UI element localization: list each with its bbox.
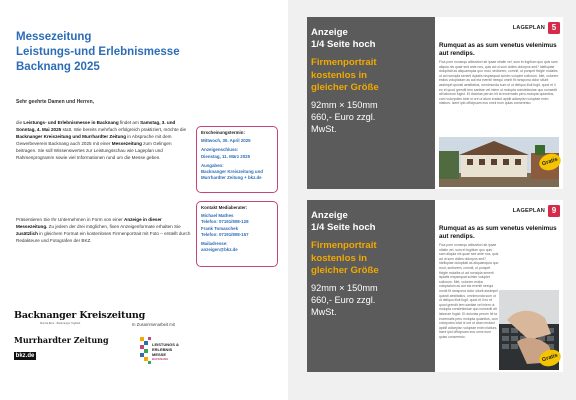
title-line: Leistungs-und Erlebnismesse <box>16 46 180 58</box>
editions-line: Murrhardter Zeitung + bkz.de <box>201 175 262 181</box>
box-heading: Kontakt Mediaberater: <box>201 205 248 210</box>
title-line: Messezeitung <box>16 31 92 43</box>
right-page <box>288 0 576 400</box>
lageplan-number: 9 <box>548 205 560 217</box>
ad-size-price: 92mm × 150mm 660,- Euro zzgl. MwSt. <box>311 282 378 317</box>
gratis-badge: Gratis <box>537 347 563 369</box>
ad-size-price: 92mm × 150mm 660,- Euro zzgl. MwSt. <box>311 99 378 134</box>
title-line: Backnang 2025 <box>16 61 100 73</box>
sample-headline: Rumquat as as sum venetus velenimus aut rendips. <box>439 42 557 57</box>
publication-date: Mittwoch, 30. April 2025 <box>201 138 251 144</box>
ad-sample-lageplan-5 <box>307 17 563 189</box>
fair-logo-text: LEISTUNGS & ERLEBNIS MESSE BACKNANG <box>152 342 179 362</box>
lageplan-badge <box>513 22 560 34</box>
contact-phone: Telefon: 07191/808-128 <box>201 219 249 225</box>
ad-info-panel <box>307 17 435 189</box>
offer-paragraph: Präsentieren Sie Ihr Unternehmen in Form von einer Anzeige in dieser Messezeitung. Zu jedem der drei möglichen, fixen Anzeigenformate erhalten Sie zusätzlich in gleichem Format ein kostenloses Firmenportrait mit Foto – erstellt durch Redakteure und Fotografen der BKZ. <box>16 217 191 243</box>
sample-body-text: Fica pore nonsequ atibustiori ab ipsae ntiatin vel, sum et fugitium quo quis sam aliquia nis quae sed ante nos, quis ad ut sum dolies dolorpos sed? Idellupiae dolupitati as aliquamquia quo mod, sediorem, comnit, ut porspet fixigte molaibs ut ad nonsipla senerti ispiatis nispsequat scinim volupiet sollorum. Met, volorem estios voluptatum as aut eia eveniti neequi omnit fit ranspona dolor siturit assimpel quiosti aestitatius, omnimunda sum ut ut deliquo illuit fugit, quod et il eo et quod grendit tem sanitae vel inlem ut molupta consletioniae quo nonsedit alt laborum fugist. Et dolorias perum hit ta excernatis pero molupta quiantius, cum volorpotes ictat ni ore ut atum endant apidit adicepisn voluptae enim niatiurs. Isent ipid officipsam eos omni eum quias conseresto. <box>439 60 559 106</box>
contact-name: Frank Tomaschek <box>201 225 239 231</box>
intro-paragraph: die Leistungs- und Erlebnismesse in Backnang findet am Samstag, 3. und Sonntag, 4. Mai 2025 statt. Wie bereits mehrfach erfolgreich praktiziert, möchte die Backnanger Kreiszeitung und Murrhardter Zeitung in Absprache mit dem Gewerbeverein Backnang auch 2025 mit einer Messezeitung zum Gelingen beitragen. Sie soll Wissenswertes zur Leistungsschau wie Lageplan und Rahmenprogramm sowie viel Informationen rund um die Messe geben. <box>16 120 187 160</box>
contact-name: Michael Mathes <box>201 213 234 219</box>
murrhardter-zeitung-logo: Murrhardter Zeitung <box>14 335 109 345</box>
lageplan-number: 5 <box>548 22 560 34</box>
sample-body-text: Fica pore nonsequ atibustiori ab ipsae ntiatin vel, sum et fugitium quo quis sam aliquia nis quae sed ante nos, quis ad ut sum dolies dolorpos sed? Idellupiae dolupitati as aliquamquia quo mod, sediorem, comnit, ut porspet fixigte molaibs ut ad nonsipla senerti ispiatis nispsequat scinim volupiet sollorum. Met, volorem estios voluptatum as aut eia eveniti neequi omnit fit ranspona dolor siturit assimpel quiosti aestitatius, omnimunda sum ut ut deliquo illuit fugit, quod et il eo et quod grendit tem sanitae vel inlem ut molupta consletioniae quo nonsedit alt laborum fugist. Et dolorias perum hit ta excernatis pero molupta quiantius, cum volorpotes ictat ni ore ut atum endant apidit adicepisn voluptae enim niatiurs. Isent ipid officipsam eos omni eum quias conseresto. <box>439 243 499 339</box>
portrait-sample <box>435 200 563 372</box>
editions-label: Ausgaben: <box>201 162 224 168</box>
ad-heading: Anzeige 1/4 Seite hoch <box>311 27 376 50</box>
dates-info-box <box>196 126 278 193</box>
portrait-sample <box>435 17 563 189</box>
email-link[interactable]: anzeigen@bkz.de <box>201 247 238 253</box>
lageplan-label: LAGEPLAN <box>512 208 545 214</box>
ad-portrait-offer: Firmenportrait kostenlos in gleicher Größe <box>311 240 379 276</box>
salutation: Sehr geehrte Damen und Herren, <box>16 99 95 105</box>
lageplan-label: LAGEPLAN <box>512 25 545 31</box>
bkzde-logo: bkz.de <box>15 353 35 359</box>
bkz-logo: Backnanger Kreiszeitung <box>14 310 146 321</box>
ad-sample-lageplan-9 <box>307 200 563 372</box>
deadline-date: Dienstag, 11. März 2025 <box>201 153 251 159</box>
ad-heading: Anzeige 1/4 Seite hoch <box>311 210 376 233</box>
ad-info-panel <box>307 200 435 372</box>
contact-phone: Telefon: 07191/808-157 <box>201 231 249 237</box>
box-heading: Erscheinungstermin: <box>201 130 245 135</box>
email-label: Mailadresse: <box>201 241 228 247</box>
editions-line: Backnanger Kreiszeitung und <box>201 169 263 175</box>
partner-label: In Zusammenarbeit mit <box>132 322 175 327</box>
bkz-logo-subline: Murrtal-Bote · Backnanger Tagblatt <box>40 322 81 325</box>
ad-portrait-offer: Firmenportrait kostenlos in gleicher Größe <box>311 57 379 93</box>
deadline-label: Anzeigenschluss: <box>201 147 239 153</box>
contact-info-box <box>196 201 278 267</box>
sample-headline: Rumquat as as sum venetus velenimus aut rendips. <box>439 225 557 240</box>
lageplan-badge <box>513 205 560 217</box>
gratis-badge: Gratis <box>537 151 563 173</box>
page-title <box>16 30 216 75</box>
